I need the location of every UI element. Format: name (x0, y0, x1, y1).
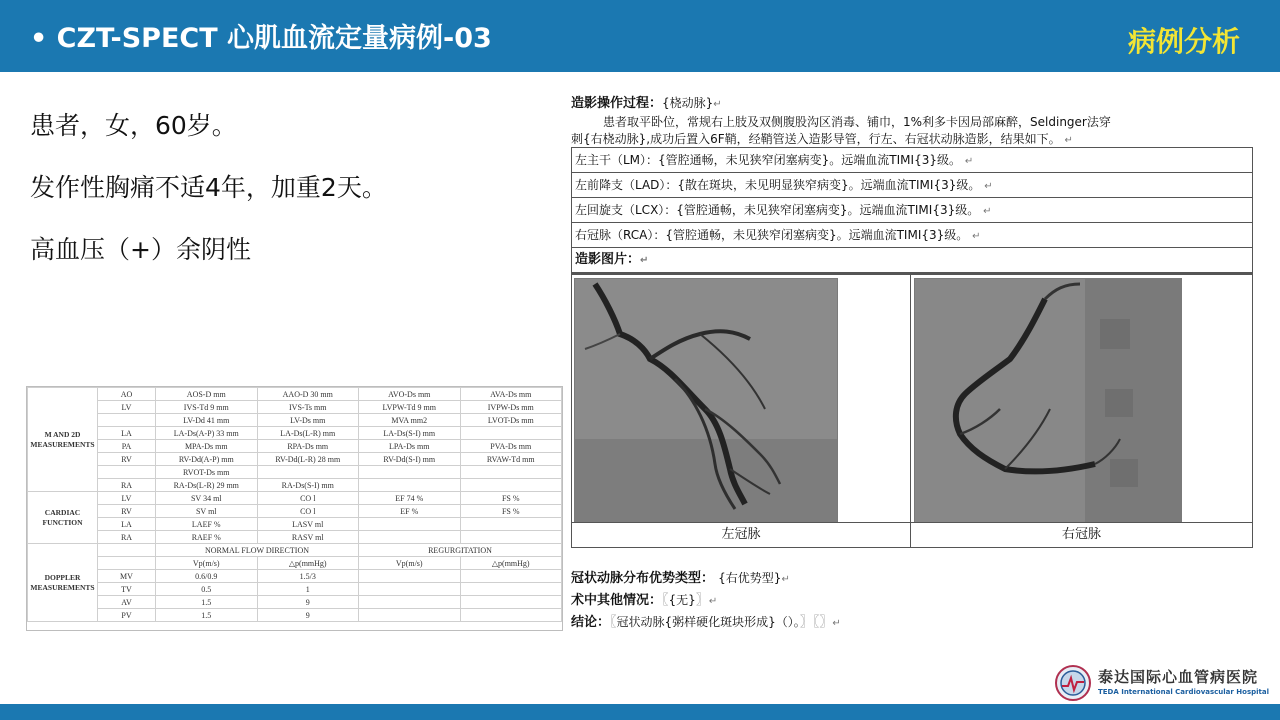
return-mark: ↵ (708, 596, 718, 607)
table-cell: AAO-D 30 mm (257, 388, 359, 401)
table-cell (359, 609, 461, 622)
table-cell: FS % (460, 492, 562, 505)
hospital-emblem-icon (1054, 664, 1092, 702)
title-bar (0, 0, 1280, 72)
table-cell (359, 570, 461, 583)
table-cell: MVA mm2 (359, 414, 461, 427)
table-row (28, 453, 562, 466)
table-cell: 9 (257, 596, 359, 609)
table-cell: 1.5/3 (257, 570, 359, 583)
other-label: 术中其他情况： (571, 593, 663, 608)
table-row (28, 583, 562, 596)
section-cardiac-label: CARDIAC FUNCTION (28, 492, 98, 544)
table-cell: RV-Dd(S-I) mm (359, 453, 461, 466)
table-row (28, 505, 562, 518)
table-cell: RASV ml (257, 531, 359, 544)
conclusion-label: 结论： (571, 615, 611, 630)
right-coronary-caption: 右冠脉 (911, 522, 1252, 547)
table-cell (98, 544, 156, 557)
patient-complaint: 发作性胸痛不适4年，加重2天。 (30, 173, 387, 202)
finding-text: 左主干（LM）：{管腔通畅，未见狭窄闭塞病变}。远端血流TIMI{3}级。 (575, 153, 961, 167)
table-cell: PV (98, 609, 156, 622)
table-row (28, 388, 562, 401)
right-coronary-angiogram (914, 278, 1182, 544)
table-row (28, 518, 562, 531)
table-cell (460, 466, 562, 479)
table-cell (460, 518, 562, 531)
table-cell: LAEF % (156, 518, 258, 531)
table-cell: REGURGITATION (359, 544, 562, 557)
table-row (28, 466, 562, 479)
table-cell: △p(mmHg) (460, 557, 562, 570)
table-cell: RPA-Ds mm (257, 440, 359, 453)
table-cell (460, 583, 562, 596)
table-cell (460, 609, 562, 622)
table-cell: RA-Ds(L-R) 29 mm (156, 479, 258, 492)
table-cell: RA-Ds(S-I) mm (257, 479, 359, 492)
table-row (28, 492, 562, 505)
table-cell: IVPW-Ds mm (460, 401, 562, 414)
table-cell: CO l (257, 492, 359, 505)
table-cell (98, 414, 156, 427)
table-cell: AOS-D mm (156, 388, 258, 401)
table-cell: RV-Dd(L-R) 28 mm (257, 453, 359, 466)
table-cell: Vp(m/s) (359, 557, 461, 570)
patient-demographics: 患者，女，60岁。 (30, 111, 237, 140)
table-cell: CO l (257, 505, 359, 518)
table-row (28, 531, 562, 544)
table-cell: LA (98, 518, 156, 531)
section-tag: 病例分析 (1127, 25, 1240, 58)
table-cell: RAEF % (156, 531, 258, 544)
table-cell: RVAW-Td mm (460, 453, 562, 466)
table-cell (359, 583, 461, 596)
patient-info (30, 110, 387, 296)
table-cell: MPA-Ds mm (156, 440, 258, 453)
table-cell: PVA-Ds mm (460, 440, 562, 453)
report-conclusion: 冠状动脉分布优势类型： {右优势型}↵ 术中其他情况：〖{无}〗↵ 结论：〖冠状动脉{粥样硬化斑块形成}（）。〗〖〗↵ (571, 571, 841, 630)
conclusion-value: 冠状动脉{粥样硬化斑块形成}（）。 (616, 615, 800, 629)
angiography-report (568, 88, 1258, 633)
table-cell: △p(mmHg) (257, 557, 359, 570)
finding-text: 右冠脉（RCA）：{管腔通畅，未见狭窄闭塞病变}。远端血流TIMI{3}级。 (575, 228, 969, 242)
return-mark: ↵ (984, 181, 993, 192)
table-cell: 1.5 (156, 609, 258, 622)
return-mark: ↵ (1064, 135, 1073, 146)
finding-rca (572, 223, 1252, 248)
hospital-logo (1054, 664, 1270, 702)
table-cell: AO (98, 388, 156, 401)
table-row (28, 414, 562, 427)
table-cell: LV-Ds mm (257, 414, 359, 427)
table-cell (460, 570, 562, 583)
table-cell: AVA-Ds mm (460, 388, 562, 401)
table-cell: NORMAL FLOW DIRECTION (156, 544, 359, 557)
left-coronary-cell (572, 275, 911, 547)
table-cell: LV (98, 492, 156, 505)
table-cell (460, 531, 562, 544)
table-cell (98, 557, 156, 570)
table-cell (257, 466, 359, 479)
table-cell (460, 479, 562, 492)
table-cell: EF % (359, 505, 461, 518)
table-cell: Vp(m/s) (156, 557, 258, 570)
table-cell: 1.5 (156, 596, 258, 609)
section-m2d-label: M AND 2D MEASUREMENTS (28, 388, 98, 492)
table-cell: AV (98, 596, 156, 609)
finding-lad (572, 173, 1252, 198)
table-cell: LA-Ds(A-P) 33 mm (156, 427, 258, 440)
return-mark: ↵ (972, 231, 981, 242)
finding-text: 左回旋支（LCX）：{管腔通畅，未见狭窄闭塞病变}。远端血流TIMI{3}级。 (575, 203, 980, 217)
angiogram-images (571, 274, 1253, 548)
procedure-section (571, 92, 1251, 149)
table-cell: LASV ml (257, 518, 359, 531)
table-cell: AVO-Ds mm (359, 388, 461, 401)
table-cell: FS % (460, 505, 562, 518)
table-cell (359, 531, 461, 544)
return-mark: ↵ (640, 255, 649, 266)
table-cell: EF 74 % (359, 492, 461, 505)
table-cell: PA (98, 440, 156, 453)
table-cell: LVOT-Ds mm (460, 414, 562, 427)
right-coronary-cell (911, 275, 1252, 547)
table-cell (359, 466, 461, 479)
table-cell: 0.5 (156, 583, 258, 596)
left-coronary-angiogram (574, 278, 838, 544)
table-cell: RV (98, 453, 156, 466)
hospital-name-cn: 泰达国际心血管病医院 (1098, 668, 1259, 686)
table-row (28, 479, 562, 492)
table-row (28, 427, 562, 440)
procedure-text-1: 患者取平卧位，常规右上肢及双侧腹股沟区消毒、铺巾，1%利多卡因局部麻醉，Seldinger法穿 (603, 115, 1111, 129)
table-row (28, 570, 562, 583)
table-cell: 1 (257, 583, 359, 596)
table-row (28, 440, 562, 453)
table-cell: SV ml (156, 505, 258, 518)
table-row (28, 596, 562, 609)
table-cell: LV (98, 401, 156, 414)
procedure-text-2: 刺{右桡动脉},成功后置入6F鞘，经鞘管送入造影导管，行左、右冠状动脉造影，结果如下。 (571, 132, 1061, 146)
table-cell: RVOT-Ds mm (156, 466, 258, 479)
table-cell: TV (98, 583, 156, 596)
table-cell: LA-Ds(S-I) mm (359, 427, 461, 440)
table-cell: RV (98, 505, 156, 518)
table-cell (359, 479, 461, 492)
table-cell (359, 518, 461, 531)
return-mark: ↵ (781, 574, 790, 585)
return-mark: ↵ (983, 206, 992, 217)
dominance-value: {右优势型} (718, 571, 782, 585)
images-heading (572, 248, 1252, 273)
table-cell: MV (98, 570, 156, 583)
return-mark: ↵ (713, 99, 722, 110)
echo-measurement-table (26, 386, 563, 631)
finding-text: 左前降支（LAD）：{散在斑块，未见明显狭窄病变}。远端血流TIMI{3}级。 (575, 178, 981, 192)
table-cell (460, 427, 562, 440)
table-row (28, 401, 562, 414)
finding-lm (572, 148, 1252, 173)
table-cell (98, 466, 156, 479)
table-cell: IVS-Td 9 mm (156, 401, 258, 414)
table-row (28, 557, 562, 570)
return-mark: ↵ (832, 618, 841, 629)
images-label: 造影图片： (575, 252, 641, 267)
procedure-label: 造影操作过程： (571, 96, 663, 111)
dominance-label: 冠状动脉分布优势类型： (571, 571, 715, 586)
bottom-bar (0, 704, 1280, 720)
table-cell: 0.6/0.9 (156, 570, 258, 583)
return-mark: ↵ (964, 156, 974, 167)
table-cell: LV-Dd 41 mm (156, 414, 258, 427)
table-cell: LVPW-Td 9 mm (359, 401, 461, 414)
procedure-route: {桡动脉} (662, 96, 714, 110)
table-cell: RV-Dd(A-P) mm (156, 453, 258, 466)
table-cell: IVS-Ts mm (257, 401, 359, 414)
left-coronary-caption: 左冠脉 (572, 522, 910, 547)
table-row (28, 609, 562, 622)
table-cell: LA-Ds(L-R) mm (257, 427, 359, 440)
table-cell (460, 596, 562, 609)
table-cell: LA (98, 427, 156, 440)
table-cell: 9 (257, 609, 359, 622)
finding-lcx (572, 198, 1252, 223)
table-cell: RA (98, 479, 156, 492)
other-value: {无} (668, 593, 696, 607)
table-cell: LPA-Ds mm (359, 440, 461, 453)
table-cell: RA (98, 531, 156, 544)
table-row (28, 544, 562, 557)
slide-title: • CZT-SPECT 心肌血流定量病例-03 (30, 23, 492, 54)
table-cell (359, 596, 461, 609)
findings-table (571, 147, 1253, 274)
section-doppler-label: DOPPLER MEASUREMENTS (28, 544, 98, 622)
hospital-name-en: TEDA International Cardiovascular Hospital (1098, 688, 1270, 696)
table-cell: SV 34 ml (156, 492, 258, 505)
patient-history: 高血压（+）余阴性 (30, 235, 251, 264)
